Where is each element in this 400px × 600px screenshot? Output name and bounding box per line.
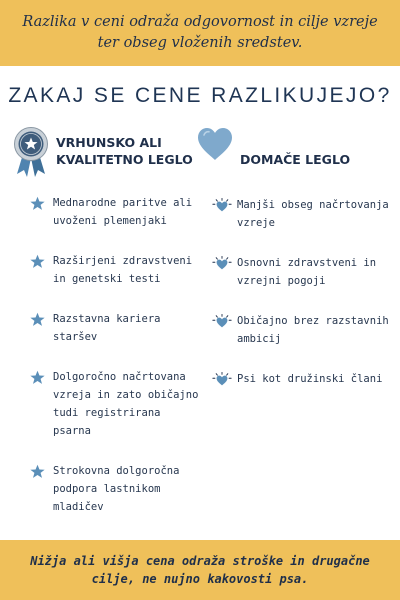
heart-icon (196, 126, 234, 166)
premium-litter-heading: VRHUNSKO ALI KVALITETNO LEGLO (56, 135, 193, 167)
list-item (30, 462, 202, 516)
star-icon (30, 464, 45, 483)
star-icon (30, 312, 45, 331)
list-item (212, 254, 396, 290)
award-ribbon-icon (12, 126, 50, 182)
list-item (30, 310, 202, 346)
list-item-text: Običajno brez razstavnih ambicij (237, 315, 389, 345)
sparkle-heart-icon (212, 198, 232, 217)
star-icon (30, 254, 45, 273)
premium-litter-header (12, 126, 202, 190)
list-item (30, 194, 202, 230)
top-banner-text: Razlika v ceni odraža odgovornost in cilje vzreje ter obseg vloženih sredstev. (22, 14, 378, 51)
list-item-text: Manjši obseg načrtovanja vzreje (237, 199, 389, 229)
list-item (30, 252, 202, 288)
list-item-text: Mednarodne paritve ali uvoženi plemenjaki (53, 197, 193, 227)
star-icon (30, 196, 45, 215)
list-item (212, 196, 396, 232)
home-litter-header (196, 126, 396, 190)
list-item (212, 370, 396, 391)
list-item-text: Strokovna dolgoročna podpora lastnikom mladičev (53, 465, 180, 513)
bottom-banner-text: Nižja ali višja cena odraža stroške in drugačne cilje, ne nujno kakovosti psa. (30, 554, 370, 586)
sparkle-heart-icon (212, 372, 232, 391)
home-litter-column (196, 126, 396, 413)
home-litter-list (196, 196, 396, 391)
list-item-text: Psi kot družinski člani (237, 373, 383, 385)
bottom-banner (0, 540, 400, 600)
list-item-text: Dolgoročno načrtovana vzreja in zato običajno tudi registrirana psarna (53, 371, 199, 437)
star-icon (30, 370, 45, 389)
list-item-text: Razstavna kariera staršev (53, 313, 161, 343)
premium-litter-column (12, 126, 202, 538)
list-item-text: Osnovni zdravstveni in vzrejni pogoji (237, 257, 377, 287)
top-banner (0, 0, 400, 66)
premium-litter-list (12, 194, 202, 516)
home-litter-heading: DOMAČE LEGLO (240, 152, 351, 167)
list-item (30, 368, 202, 440)
sparkle-heart-icon (212, 314, 232, 333)
sparkle-heart-icon (212, 256, 232, 275)
list-item (212, 312, 396, 348)
page-title: ZAKAJ SE CENE RAZLIKUJEJO? (8, 84, 392, 107)
list-item-text: Razširjeni zdravstveni in genetski testi (53, 255, 193, 285)
